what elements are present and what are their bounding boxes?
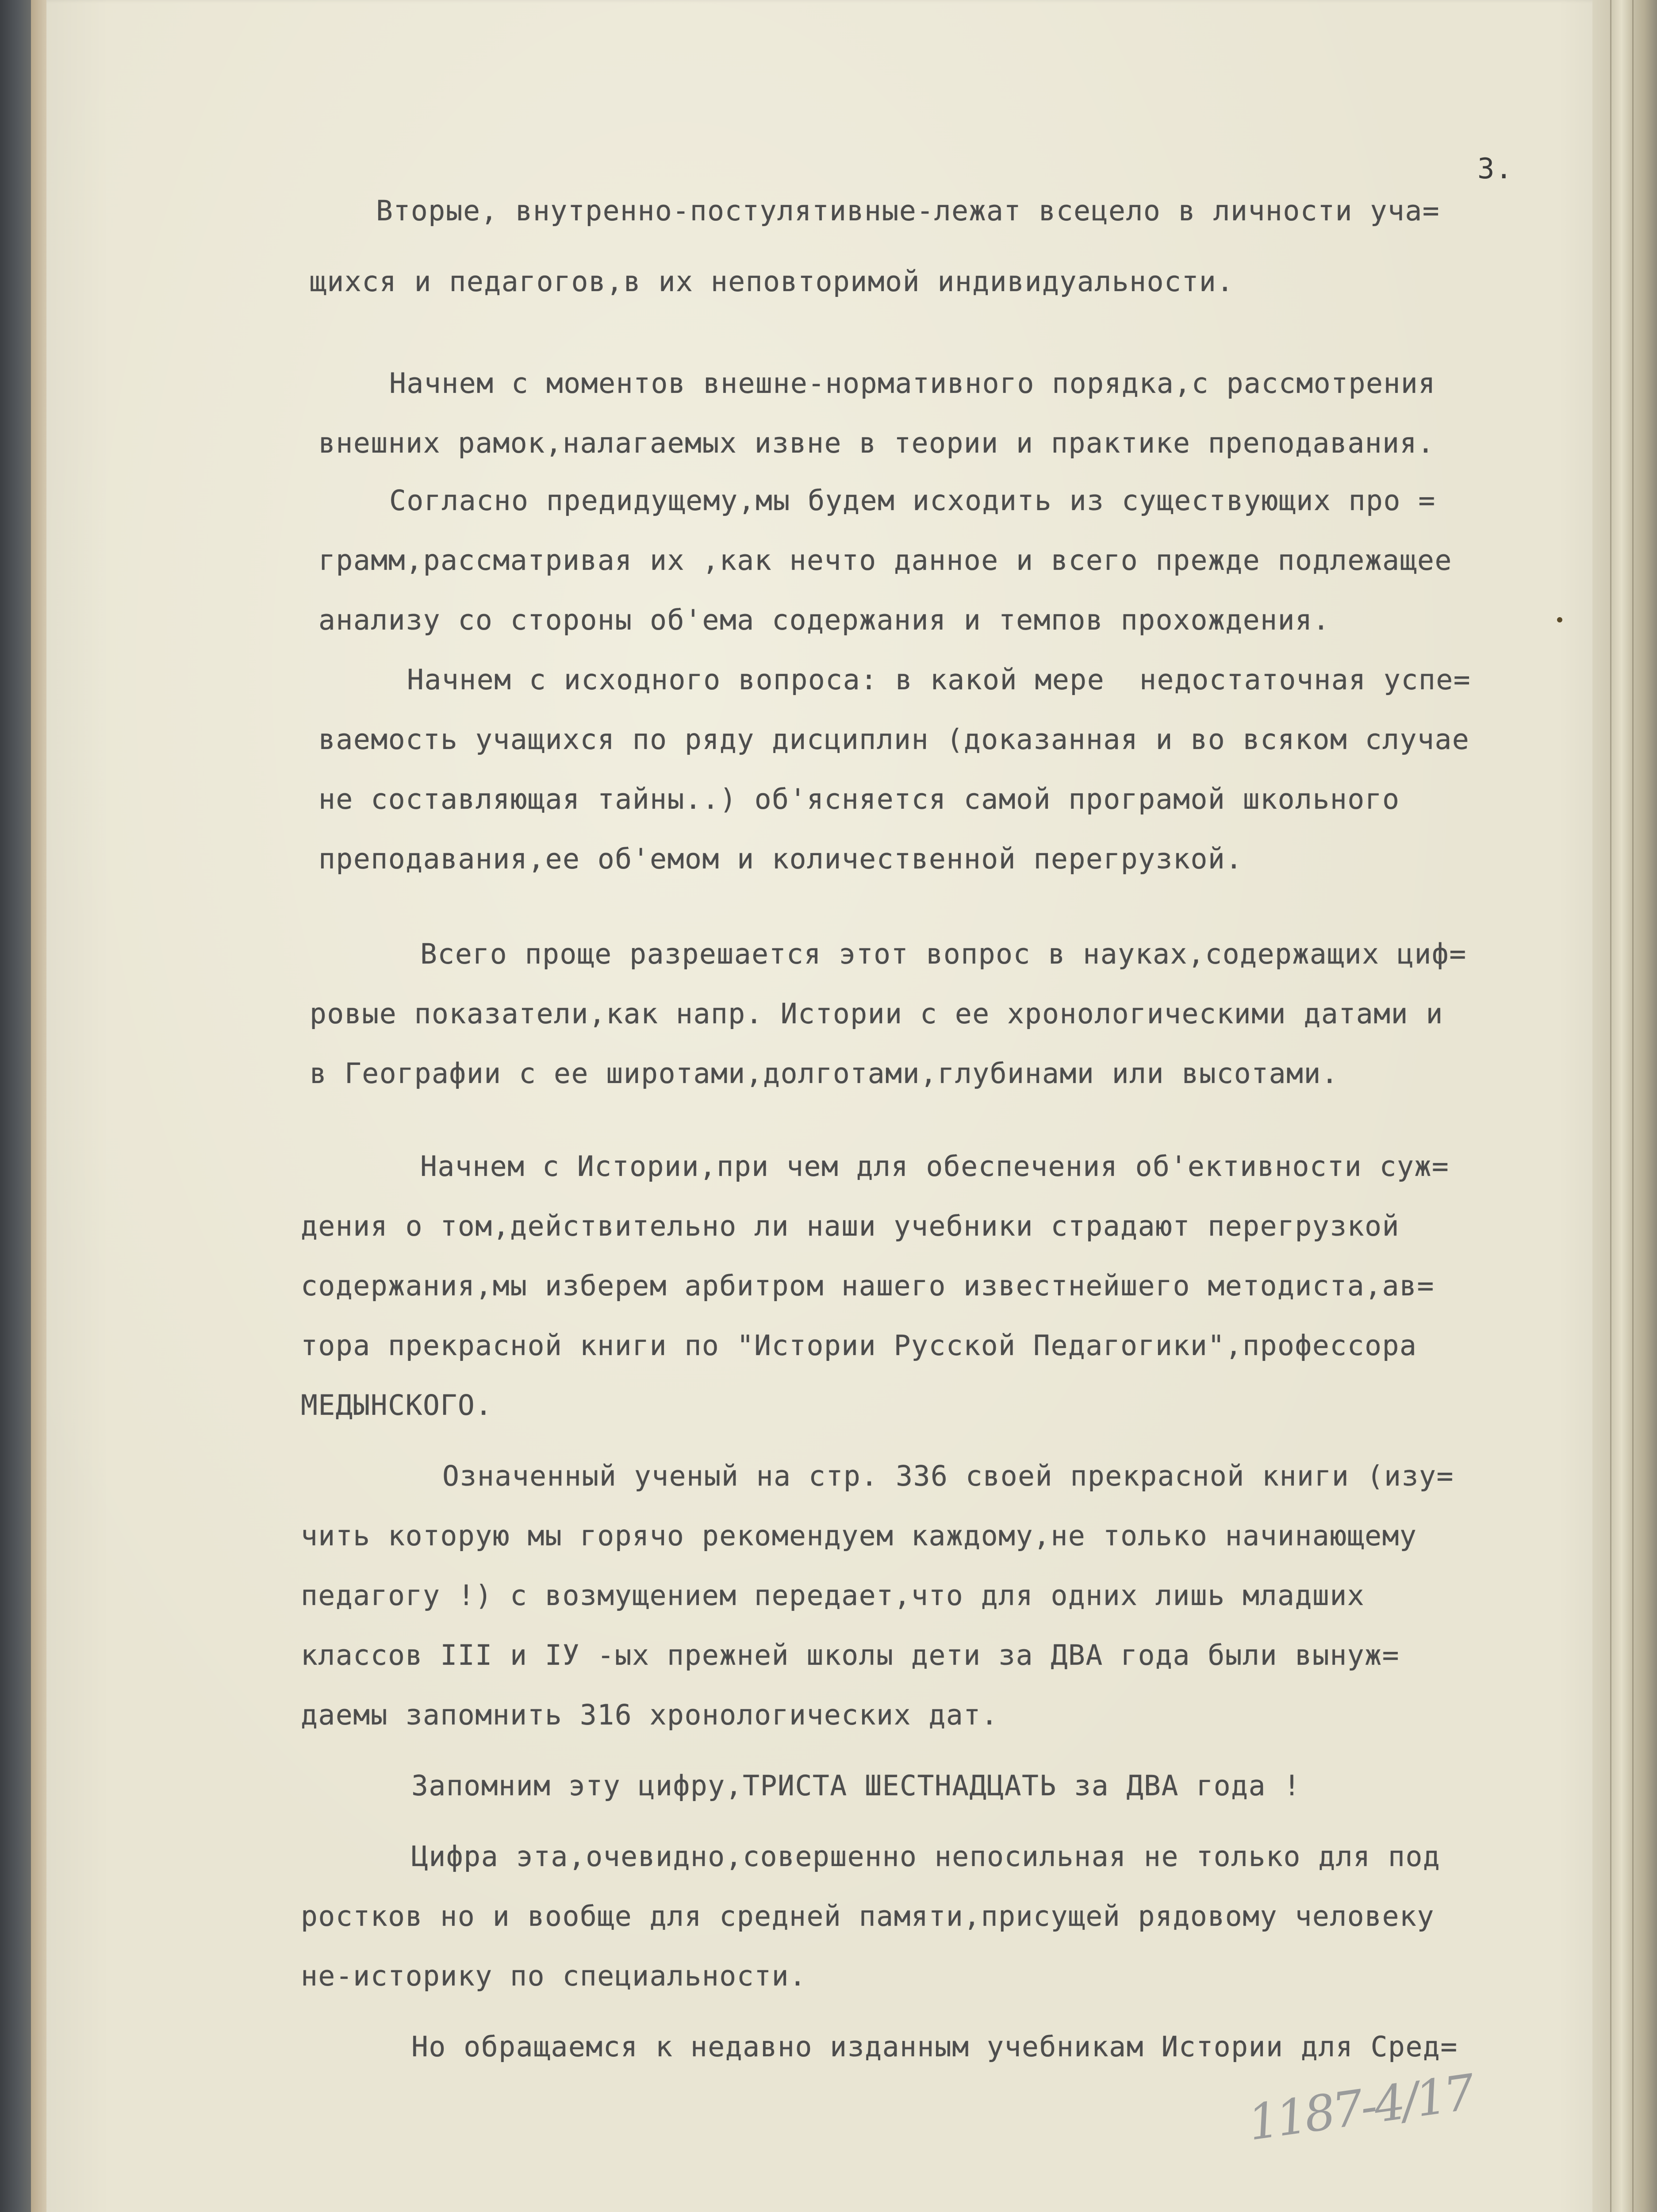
binding-strip [0, 0, 31, 2212]
text-line: классов III и IУ -ых прежней школы дети за ДВА года были вынуж= [301, 1639, 1400, 1671]
text-line: Цифра эта,очевидно,совершенно непосильная не только для под [411, 1840, 1441, 1873]
text-line: дения о том,действительно ли наши учебники страдают перегрузкой [301, 1210, 1400, 1242]
text-line: ростков но и вообще для средней памяти,присущей рядовому человеку [301, 1900, 1435, 1932]
text-line: Вторые, внутренно-постулятивные-лежат всецело в личности уча= [376, 195, 1440, 227]
text-line: Запомним эту цифру,ТРИСТА ШЕСТНАДЦАТЬ за ДВА года ! [411, 1770, 1301, 1802]
handwritten-archive-number: 1187-4/17 [1244, 2064, 1476, 2151]
text-line: Согласно предидущему,мы будем исходить из существующих про = [389, 484, 1436, 517]
text-line: Означенный ученый на стр. 336 своей прекрасной книги (изу= [442, 1460, 1454, 1492]
text-line: педагогу !) с возмущением передает,что для одних лишь младших [301, 1579, 1365, 1612]
text-line: анализу со стороны об'ема содержания и темпов прохождения. [318, 604, 1330, 636]
text-line: МЕДЫНСКОГО. [301, 1389, 493, 1421]
ink-spot [1557, 617, 1562, 622]
text-line: ровые показатели,как напр. Истории с ее хронологическими датами и [310, 998, 1443, 1030]
page-stack-edge [1592, 0, 1657, 2212]
text-line: не составляющая тайны..) об'ясняется самой програмой школьного [318, 783, 1400, 815]
text-line: щихся и педагогов,в их неповторимой индивидуальности. [310, 265, 1234, 298]
page-edge-line [1610, 0, 1611, 2212]
text-line: внешних рамок,налагаемых извне в теории и практике преподавания. [318, 427, 1435, 459]
text-line: Но обращаемся к недавно изданным учебникам Истории для Сред= [411, 2031, 1458, 2063]
text-line: не-историку по специальности. [301, 1960, 807, 1992]
text-line: грамм,рассматривая их ,как нечто данное и всего прежде подлежащее [318, 544, 1452, 576]
text-line: даемы запомнить 316 хронологических дат. [301, 1699, 999, 1731]
text-line: тора прекрасной книги по "Истории Русской Педагогики",профессора [301, 1329, 1417, 1362]
text-line: в Географии с ее широтами,долготами,глубинами или высотами. [310, 1057, 1339, 1090]
text-line: чить которую мы горячо рекомендуем каждому,не только начинающему [301, 1520, 1417, 1552]
text-line: Всего проще разрешается этот вопрос в науках,содержащих циф= [420, 938, 1467, 970]
text-line: Начнем с исходного вопроса: в какой мере недостаточная успе= [407, 664, 1471, 696]
text-line: преподавания,ее об'емом и количественной перегрузкой. [318, 843, 1243, 875]
page-edge-line [1632, 0, 1634, 2212]
text-line: Начнем с Истории,при чем для обеспечения об'ективности суж= [420, 1150, 1450, 1183]
page-number: 3. [1477, 153, 1514, 185]
text-line: Начнем с моментов внешне-нормативного порядка,с рассмотрения [389, 367, 1436, 399]
document-page [46, 0, 1621, 2212]
text-line: ваемость учащихся по ряду дисциплин (доказанная и во всяком случае [318, 723, 1470, 756]
folder-edge-left [31, 0, 49, 2212]
text-line: содержания,мы изберем арбитром нашего известнейшего методиста,ав= [301, 1270, 1435, 1302]
